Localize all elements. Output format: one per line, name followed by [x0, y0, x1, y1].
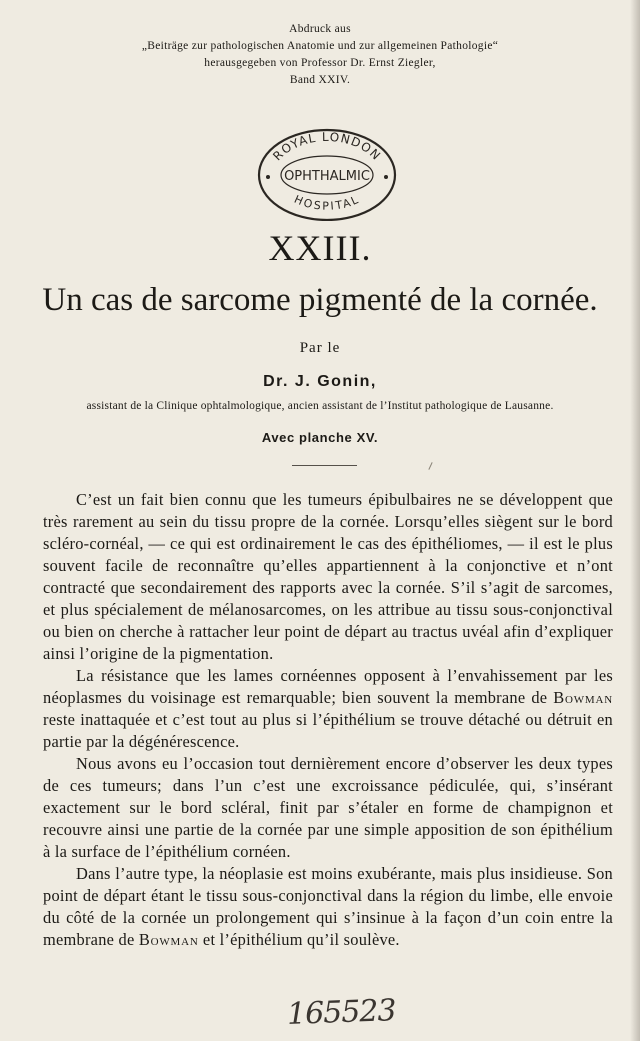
paragraph-2-text-b: reste inattaquée et c’est tout au plus si l’épithélium se trouve détaché ou détruit en partie par la dégénérescence.	[43, 710, 613, 751]
paragraph-1: C’est un fait bien connu que les tumeurs épibulbaires ne se développent que très rarement au sein du tissu propre de la cornée. Lorsqu’elles siègent sur le bord scléro-cornéal, — ce qui est ordinairement le cas des épithéliomes, — il est le plus souvent facile de reconnaître qu’elles appartiennent à la conjonctive et n’ont contracté que secondairement des rapports avec la cornée. S’il s’agit de sarcomes, et plus spécialement de mélanosarcomes, on les attribue au tissu sous-conjonctival ou bien on cherche à rattacher leur point de départ au tractus uvéal afin d’expliquer ainsi l’origine de la pigmentation.	[43, 490, 613, 663]
stamp-bottom-text: HOSPITAL	[292, 192, 362, 213]
library-stamp	[255, 125, 399, 221]
library-stamp-graphic	[255, 125, 399, 221]
header-line-3: herausgegeben von Professor Dr. Ernst Ziegler,	[204, 57, 436, 69]
author-name: Dr. J. Gonin,	[263, 373, 377, 390]
article-body	[43, 489, 613, 951]
plate-reference: Avec planche XV.	[261, 430, 379, 445]
paragraph-2-text-a: La résistance que les lames cornéennes opposent à l’envahissement par les néoplasmes du voisinage est remarquable; bien souvent la membrane de	[43, 666, 613, 707]
handwritten-accession-number	[283, 990, 413, 1034]
paragraph-4-text-b: et l’épithélium qu’il soulève.	[198, 930, 400, 949]
header-line-4: Band XXIV.	[289, 74, 351, 86]
bowman-name: Bowman	[553, 688, 613, 707]
paragraph-3: Nous avons eu l’occasion tout dernièrement encore d’observer les deux types de ces tumeurs; dans l’un c’est une excroissance pédiculée, qui, s’insérant exactement sur le bord scléral, finit par s’étaler en forme de champignon et recouvre ainsi une partie de la cornée par une simple apposition de son épithélium à la surface de l’épithélium cornéen.	[43, 754, 613, 861]
stamp-top-text: ROYAL LONDON	[270, 129, 384, 164]
stamp-star-left-icon	[266, 175, 270, 179]
paragraph-4	[43, 863, 613, 951]
handwritten-number-graphic	[283, 990, 413, 1034]
stamp-star-right-icon	[384, 175, 388, 179]
chapter-number: XXIII.	[268, 228, 372, 268]
article-title: Un cas de sarcome pigmenté de la cornée.	[42, 282, 598, 318]
stamp-middle-text: OPHTHALMIC	[284, 169, 370, 184]
svg-text:HOSPITAL	[292, 193, 362, 213]
paragraph-4-text-a: Dans l’autre type, la néoplasie est moins exubérante, mais plus insidieuse. Son point de départ étant le tissu sous-conjonctival dans la région du limbe, elle envoie du côté de la cornée un prolongement qui s’insinue à la façon d’un coin entre la membrane de	[43, 864, 613, 949]
page-edge-shadow	[630, 0, 640, 1041]
title-divider	[292, 465, 357, 466]
by-line: Par le	[299, 340, 341, 356]
handwritten-number-text: 165523	[286, 993, 397, 1032]
header-line-1: Abdruck aus	[289, 23, 351, 35]
author-affiliation: assistant de la Clinique ophtalmologique, ancien assistant de l’Institut pathologique de Lausanne.	[86, 400, 554, 412]
header-line-2: „Beiträge zur pathologischen Anatomie und zur allgemeinen Pathologie“	[141, 40, 499, 52]
offprint-header	[0, 21, 640, 89]
svg-text:ROYAL LONDON	[270, 130, 384, 163]
paragraph-2	[43, 665, 613, 753]
bowman-name-2: Bowman	[138, 930, 199, 949]
stray-mark	[428, 462, 432, 470]
